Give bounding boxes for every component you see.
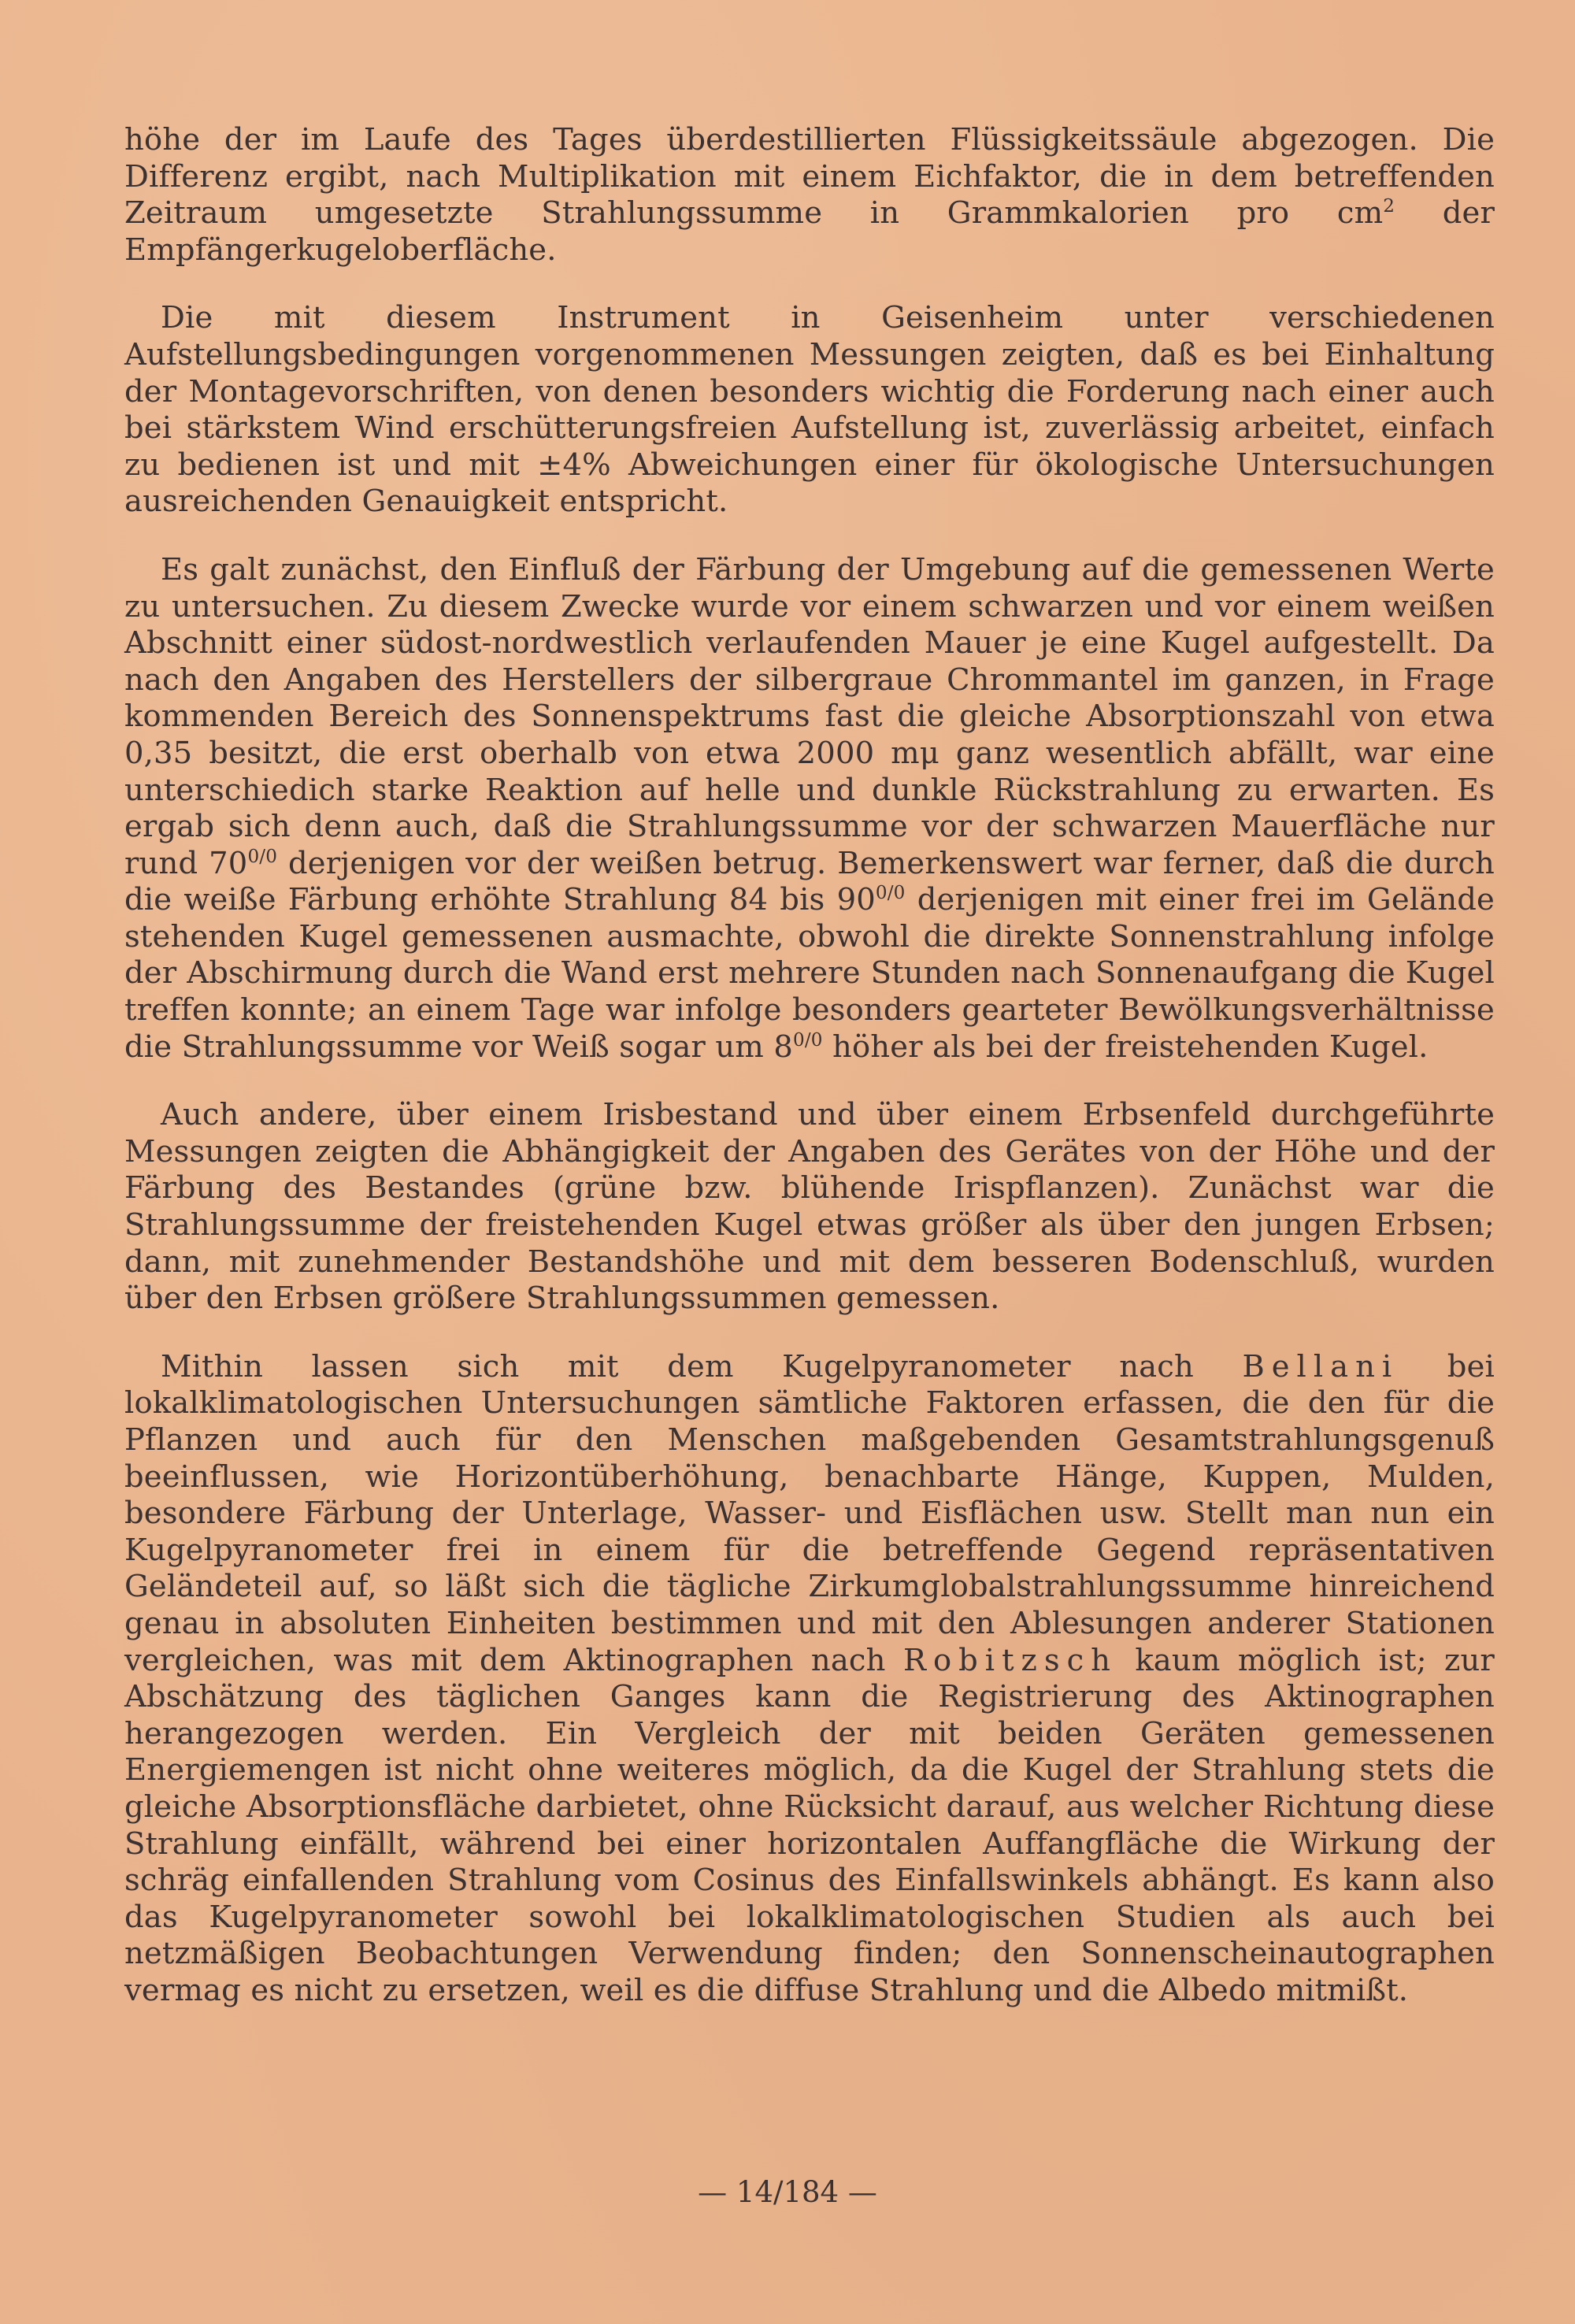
superscript-2: 2 bbox=[1383, 196, 1395, 217]
paragraph-3-text-b: derjenigen vor der weißen betrug. Bemerkenswert war ferner, daß die durch die weiße Färbung erhöhte Strahlung 84 bis 90 bbox=[124, 845, 1495, 918]
paragraph-1 bbox=[124, 122, 1495, 269]
paragraph-5 bbox=[124, 1349, 1495, 2010]
paragraph-4: Auch andere, über einem Irisbestand und über einem Erbsenfeld durchgeführte Messungen zeigten die Abhängigkeit der Angaben des Gerätes von der Höhe und der Färbung des Bestandes (grüne bzw. blühende Irispflanzen). Zunächst war die Strahlungssumme der freistehenden Kugel etwas größer als über den jungen Erbsen; dann, mit zunehmender Bestandshöhe und mit dem besseren Bodenschluß, wurden über den Erbsen größere Strahlungssummen gemessen. bbox=[124, 1097, 1495, 1317]
paragraph-5-text-c: kaum möglich ist; zur Abschätzung des täglichen Ganges kann die Registrierung des Aktinographen herangezogen werden. Ein Vergleich der mit beiden Geräten gemessenen Energiemengen ist nicht ohne weiteres möglich, da die Kugel der Strahlung stets die gleiche Absorptionsfläche darbietet, ohne Rücksicht darauf, aus welcher Richtung diese Strahlung einfällt, während bei einer horizontalen Auffangfläche die Wirkung der schräg einfallenden Strahlung vom Cosinus des Einfallswinkels abhängt. Es kann also das Kugelpyranometer sowohl bei lokalklimatologischen Studien als auch bei netzmäßigen Beobachtungen Verwendung finden; den Sonnenscheinautographen vermag es nicht zu ersetzen, weil es die diffuse Strahlung und die Albedo mitmißt. bbox=[124, 1642, 1495, 2008]
paragraph-3-text-d: höher als bei der freistehenden Kugel. bbox=[822, 1029, 1429, 1065]
paragraph-5-text-a: Mithin lassen sich mit dem Kugelpyranometer nach bbox=[161, 1348, 1243, 1384]
percent-sign: 0/0 bbox=[793, 1029, 823, 1051]
document-page bbox=[124, 122, 1495, 2041]
paragraph-3-text-c: derjenigen mit einer frei im Gelände stehenden Kugel gemessenen ausmachte, obwohl die direkte Sonnenstrahlung infolge der Abschirmung durch die Wand erst mehrere Stunden nach Sonnenaufgang die Kugel treffen konnte; an einem Tage war infolge besonders gearteter Bewölkungsverhältnisse die Strahlungssumme vor Weiß sogar um 8 bbox=[124, 882, 1495, 1065]
paragraph-3-text-a: Es galt zunächst, den Einfluß der Färbung der Umgebung auf die gemessenen Werte zu untersuchen. Zu diesem Zwecke wurde vor einem schwarzen und vor einem weißen Abschnitt einer südost-nordwestlich verlaufenden Mauer je eine Kugel aufgestellt. Da nach den Angaben des Herstellers der silbergraue Chrommantel im ganzen, in Frage kommenden Bereich des Sonnenspektrums fast die gleiche Absorptionszahl von etwa 0,35 besitzt, die erst oberhalb von etwa 2000 mμ ganz wesentlich abfällt, war eine unterschiedich starke Reaktion auf helle und dunkle Rückstrahlung zu erwarten. Es ergab sich denn auch, daß die Strahlungssumme vor der schwarzen Mauerfläche nur rund 70 bbox=[124, 551, 1495, 881]
author-name-bellani: Bellani bbox=[1242, 1348, 1399, 1384]
paragraph-1-text: höhe der im Laufe des Tages überdestillierten Flüssigkeitssäule abgezogen. Die Differenz ergibt, nach Multiplikation mit einem Eichfaktor, die in dem betreffenden Zeitraum umgesetzte Strahlungssumme in Grammkalorien pro cm bbox=[124, 122, 1495, 232]
paragraph-5-text-b: bei lokalklimatologischen Untersuchungen sämtliche Faktoren erfassen, die den für die Pflanzen und auch für den Menschen maßgebenden Gesamtstrahlungsgenuß beeinflussen, wie Horizontüberhöhung, benachbarte Hänge, Kuppen, Mulden, besondere Färbung der Unterlage, Wasser- und Eisflächen usw. Stellt man nun ein Kugelpyranometer frei in einem für die betreffende Gegend repräsentativen Geländeteil auf, so läßt sich die tägliche Zirkumglobalstrahlungssumme hinreichend genau in absoluten Einheiten bestimmen und mit den Ablesungen anderer Stationen vergleichen, was mit dem Aktinographen nach bbox=[124, 1348, 1495, 1678]
page-number: — 14/184 — bbox=[698, 2175, 877, 2209]
percent-sign: 0/0 bbox=[875, 883, 906, 904]
paragraph-3 bbox=[124, 552, 1495, 1066]
percent-sign: 0/0 bbox=[247, 846, 278, 867]
paragraph-2: Die mit diesem Instrument in Geisenheim unter verschiedenen Aufstellungsbedingungen vorgenommenen Messungen zeigten, daß es bei Einhaltung der Montagevorschriften, von denen besonders wichtig die Forderung nach einer auch bei stärkstem Wind erschütterungsfreien Aufstellung ist, zuverlässig arbeitet, einfach zu bedienen ist und mit ±4% Abweichungen einer für ökologische Untersuchungen ausreichenden Genauigkeit entspricht. bbox=[124, 300, 1495, 520]
paragraph-1-text-end: der Empfängerkugeloberfläche. bbox=[124, 195, 1495, 268]
author-name-robitzsch: Robitzsch bbox=[902, 1642, 1117, 1678]
